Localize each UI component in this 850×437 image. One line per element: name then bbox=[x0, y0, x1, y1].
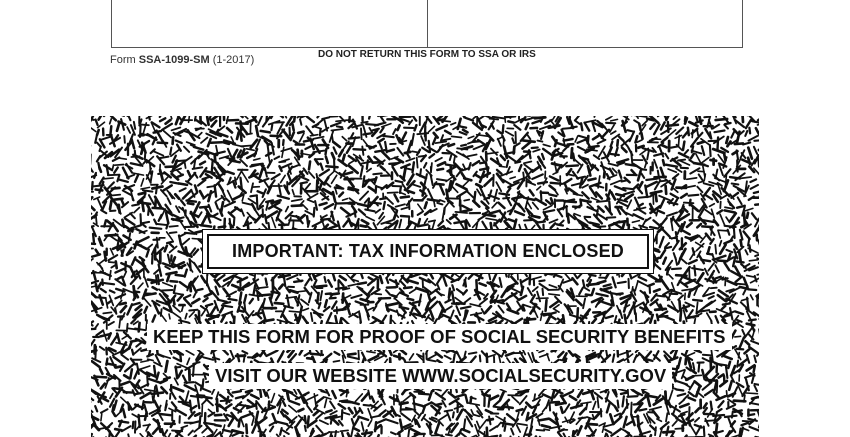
important-banner: IMPORTANT: TAX INFORMATION ENCLOSED bbox=[207, 234, 649, 269]
form-identifier bbox=[110, 54, 254, 66]
form-revision: (1-2017) bbox=[209, 54, 255, 66]
form-prefix: Form bbox=[110, 54, 139, 66]
do-not-return-notice: DO NOT RETURN THIS FORM TO SSA OR IRS bbox=[318, 49, 536, 60]
website-notice: VISIT OUR WEBSITE WWW.SOCIALSECURITY.GOV bbox=[209, 363, 672, 389]
keep-form-notice: KEEP THIS FORM FOR PROOF OF SOCIAL SECURITY BENEFITS bbox=[147, 324, 732, 350]
form-boxes bbox=[111, 0, 743, 48]
form-number: SSA-1099-SM bbox=[138, 54, 210, 66]
form-box-right bbox=[427, 0, 743, 47]
form-box-left bbox=[112, 0, 427, 47]
envelope-security-pattern bbox=[91, 116, 759, 437]
